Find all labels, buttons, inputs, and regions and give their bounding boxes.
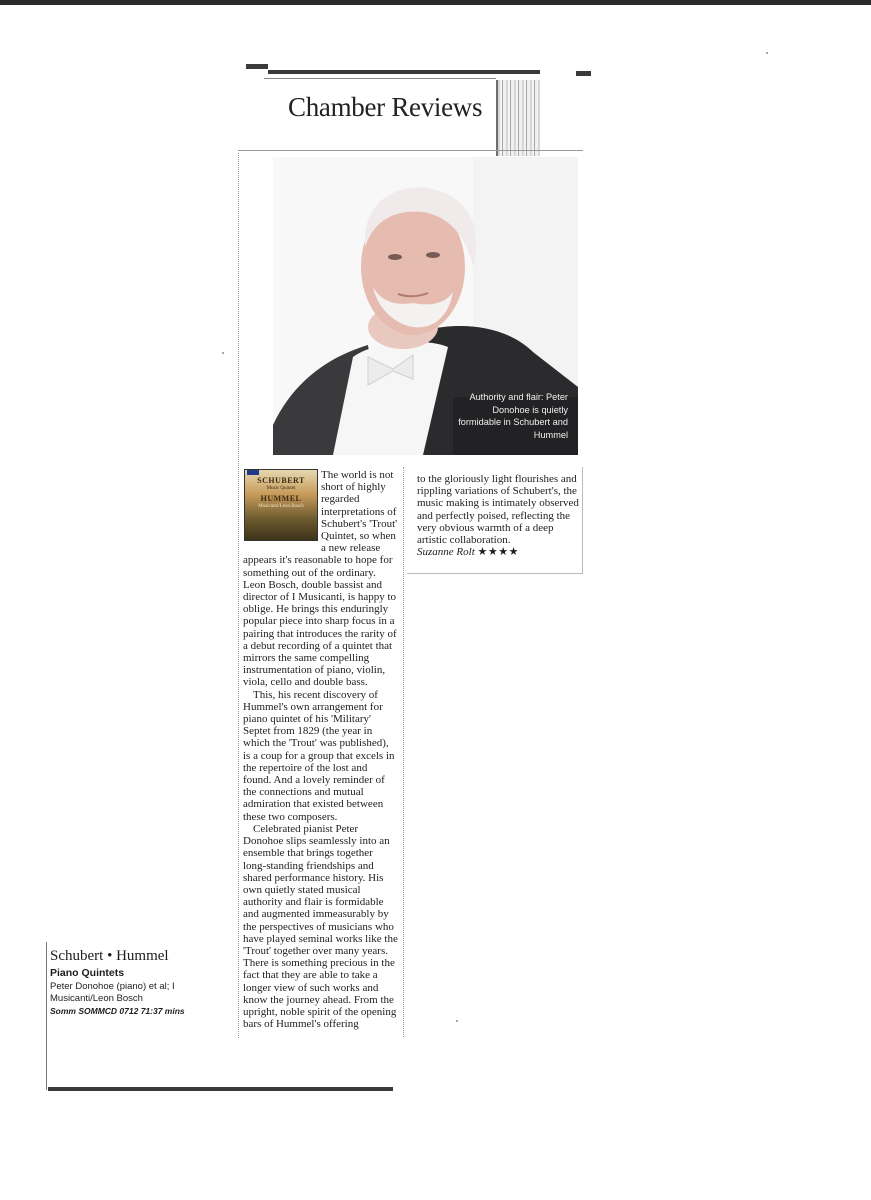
cover-line-2: Music Quintet (266, 486, 296, 491)
scan-top-edge (0, 0, 871, 5)
header-rule-main (268, 70, 540, 74)
photo-top-rule (238, 150, 583, 151)
bottom-rule (48, 1087, 393, 1091)
review-column-2 (417, 473, 579, 558)
header-thumbnail-image (496, 80, 540, 156)
section-title: Chamber Reviews (288, 92, 483, 122)
cover-line-1: SCHUBERT (257, 476, 305, 485)
scan-speck (766, 52, 768, 54)
release-subtitle: Piano Quintets (50, 967, 125, 979)
review-column-1 (243, 469, 398, 1030)
release-label: Somm SOMMCD 0712 71:37 mins (50, 1006, 185, 1016)
cover-line-3: HUMMEL (260, 494, 302, 503)
info-box-border (46, 942, 47, 1090)
header-rule-left (246, 64, 268, 69)
cover-spacer (243, 469, 321, 543)
scan-speck (456, 1020, 458, 1022)
star-rating: ★★★★ (477, 546, 519, 559)
scan-speck (222, 352, 224, 354)
release-works: Schubert • Hummel (50, 948, 169, 964)
photo-caption: Authority and flair: Peter Donohoe is quietly formidable in Schubert and Hummel (458, 392, 568, 440)
header-rule-right (576, 71, 591, 76)
review-paragraph-3: Celebrated pianist Peter Donohoe slips seamlessly into an ensemble that brings together long-standing friendships and shared performance history. His own quietly stated musical authority and flair is formidable and augmented immeasurably by the perspectives of musicians who have played seminal works like the 'Trout' together over many years. There is something precious in the fact that they are able to take a longer view of such works and know the journey ahead. From the upright, noble spirit of the opening bars of Hummel's offering (243, 822, 398, 1031)
release-performers: Peter Donohoe (piano) et al; I Musicanti/Leon Bosch (50, 981, 175, 1004)
cover-line-4: Musicanti/Leon Bosch (258, 504, 304, 509)
review-paragraph-1: The world is not short of highly regarded interpretations of Schubert's 'Trout' Quintet, so when a new release appears it's reasonable to hope for something out of the ordinary. Leon Bosch, double bassist and director of I Musicanti, is happy to oblige. He brings this enduringly popular piece into sharp focus in a pairing that introduces the rarity of a debut recording of a quintet that mirrors the same compelling instrumentation of piano, violin, viola, cello and double bass. (243, 469, 398, 689)
column-divider-left (238, 153, 239, 1038)
portrait-photo (273, 157, 578, 455)
reviewer-name: Suzanne Rolt (417, 546, 478, 559)
release-info (50, 948, 220, 1016)
column-divider-middle (403, 467, 404, 1037)
review-paragraph-2: This, his recent discovery of Hummel's own arrangement for piano quintet of his 'Military' Septet from 1829 (the year in which the 'Trout' was published), is a coup for a group that excels in the repertoire of the lost and found. And a lovely reminder of the connections and mutual admiration that existed between these two composers. (243, 688, 395, 823)
review-paragraph-continued: to the gloriously light flourishes and rippling variations of Schubert's, the music making is intimately observed and perfectly poised, reflecting the very obvious warmth of a deep artistic collaboration. (417, 473, 579, 547)
header-rule-under (264, 78, 496, 79)
review-signoff (417, 546, 579, 558)
